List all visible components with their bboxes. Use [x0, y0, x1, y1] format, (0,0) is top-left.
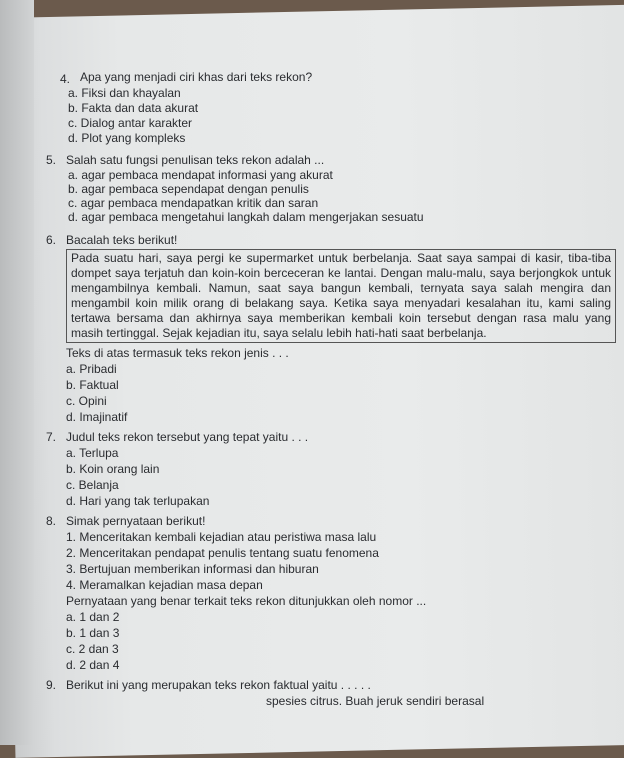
- statement: 3. Bertujuan memberikan informasi dan hiburan: [66, 562, 319, 576]
- question-text: Bacalah teks berikut!: [66, 233, 178, 247]
- option: b. agar pembaca sependapat dengan penulis: [68, 182, 309, 196]
- question-number: 7.: [46, 430, 57, 444]
- passage-box: [66, 249, 616, 343]
- option: d. 2 dan 4: [66, 658, 120, 672]
- statement: 4. Meramalkan kejadian masa depan: [66, 578, 263, 592]
- question-number: 8.: [46, 514, 57, 528]
- question-prompt: Teks di atas termasuk teks rekon jenis . . .: [66, 346, 289, 360]
- statement: 2. Menceritakan pendapat penulis tentang suatu fenomena: [66, 546, 379, 560]
- questions-6-to-9: [46, 232, 616, 713]
- question-text: Simak pernyataan berikut!: [66, 514, 206, 528]
- option: c. Belanja: [66, 478, 119, 492]
- passage-text: Pada suatu hari, saya pergi ke supermarket untuk berbelanja. Saat saya sampai di kasir, tiba-tiba dompet saya terjatuh dan koin-koin berceceran ke lantai. Dengan malu-malu, saya berjongkok untuk mengambilnya kembali. Namun, saat saya bangun kembali, ternyata saya salah mengira dan mengambil koin milik orang di belakang saya. Ketika saya menyadari kesalahan itu, kami saling tertawa bersama dan akhirnya saya memberikan kembali koin tersebut dengan rasa malu yang masih tertinggal. Sejak kejadian itu, saya selalu lebih hati-hati saat berbelanja.: [71, 251, 611, 340]
- option: d. Imajinatif: [66, 410, 128, 424]
- option: b. 1 dan 3: [66, 626, 120, 640]
- option: c. 2 dan 3: [66, 642, 119, 656]
- option: c. Dialog antar karakter: [68, 116, 193, 130]
- question-6: [46, 232, 616, 425]
- question-text: Judul teks rekon tersebut yang tepat yaitu . . .: [66, 430, 309, 444]
- option: c. agar pembaca mendapatkan kritik dan saran: [68, 196, 319, 210]
- option: a. Terlupa: [66, 446, 119, 460]
- option: a. 1 dan 2: [66, 610, 120, 624]
- option: d. Plot yang kompleks: [68, 131, 186, 145]
- question-text: Berikut ini yang merupakan teks rekon faktual yaitu . . . . .: [66, 678, 371, 692]
- option: a. agar pembaca mendapat informasi yang akurat: [68, 168, 333, 182]
- question-number: 9.: [46, 678, 57, 692]
- question-8: [46, 513, 616, 673]
- question-9: [46, 677, 616, 709]
- question-text: Salah satu fungsi penulisan teks rekon adalah ...: [66, 153, 325, 167]
- question-number: 5.: [46, 153, 57, 167]
- option: b. Fakta dan data akurat: [68, 101, 199, 115]
- question-7: [46, 429, 616, 509]
- cut-off-text: spesies citrus. Buah jeruk sendiri berasal: [266, 694, 485, 708]
- option: b. Koin orang lain: [66, 462, 160, 476]
- option: d. Hari yang tak terlupakan: [66, 494, 210, 508]
- option: a. Fiksi dan khayalan: [68, 86, 181, 100]
- question-prompt: Pernyataan yang benar terkait teks rekon ditunjukkan oleh nomor ...: [66, 594, 427, 608]
- statement: 1. Menceritakan kembali kejadian atau peristiwa masa lalu: [66, 530, 377, 544]
- option: c. Opini: [66, 394, 107, 408]
- option: b. Faktual: [66, 378, 119, 392]
- question-text: Apa yang menjadi ciri khas dari teks rekon?: [80, 70, 313, 84]
- question-number: 4.: [60, 72, 71, 86]
- question-number: 6.: [46, 233, 57, 247]
- option: a. Pribadi: [66, 362, 117, 376]
- page-gutter-shadow: [0, 0, 34, 745]
- option: d. agar pembaca mengetahui langkah dalam mengerjakan sesuatu: [68, 210, 424, 224]
